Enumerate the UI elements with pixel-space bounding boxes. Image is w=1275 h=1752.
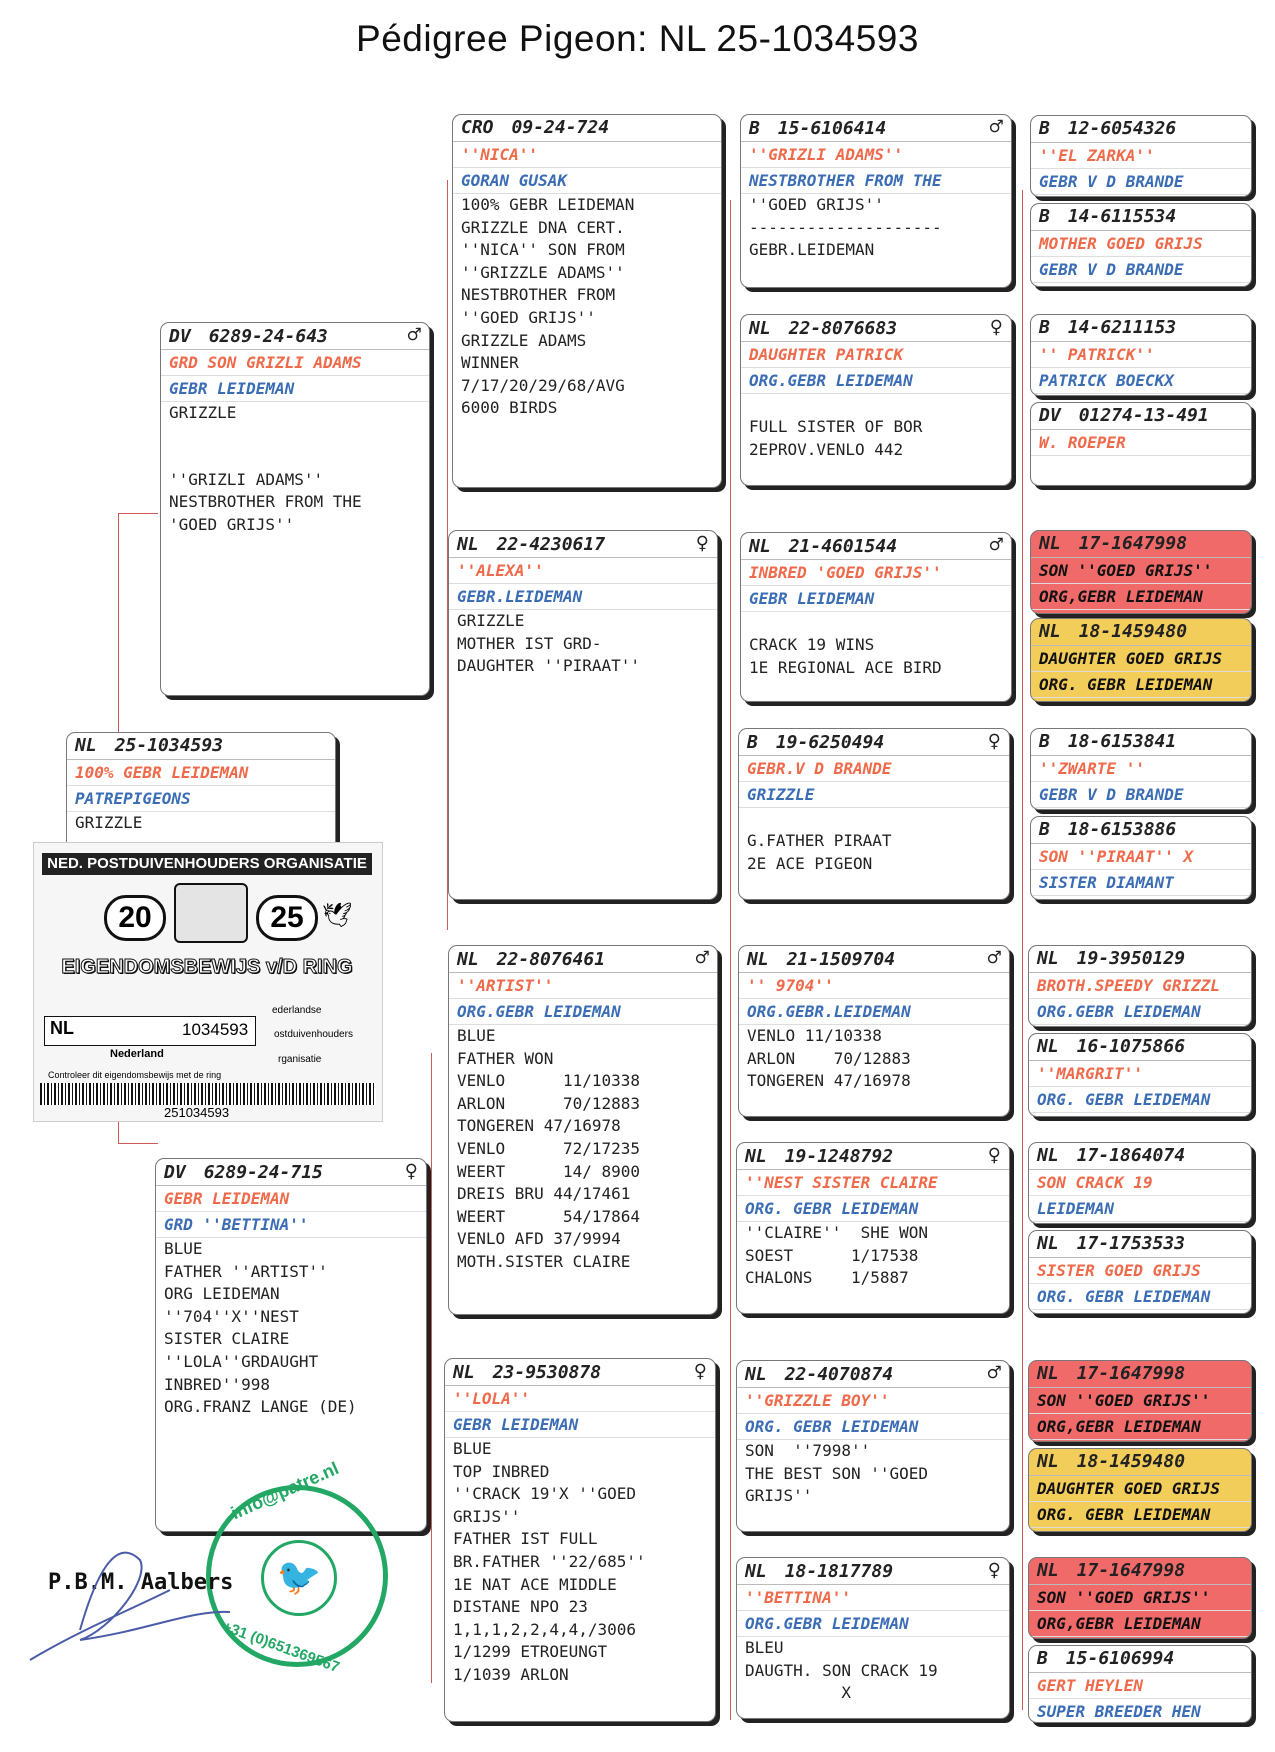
- card-line-2: SISTER DIAMANT: [1031, 870, 1251, 896]
- ring-number: 19-3950129: [1076, 948, 1186, 969]
- card-line-2: GEBR V D BRANDE: [1031, 169, 1251, 195]
- card-line-1: SON ''GOED GRIJS'': [1031, 558, 1251, 584]
- card-text: VENLO 11/10338: [457, 1071, 641, 1091]
- ring-number: 17-1647998: [1076, 1363, 1186, 1384]
- card-text: ''GOED GRIJS'': [461, 307, 596, 327]
- year-right: 25: [256, 895, 318, 941]
- card-text: ''GRIZLI ADAMS'': [169, 469, 324, 489]
- country-code: NL: [1039, 621, 1061, 642]
- card-grandsire-2: [448, 945, 718, 1315]
- connector: [730, 200, 731, 1720]
- card-line-1: GEBR.V D BRANDE: [739, 756, 1009, 782]
- country-code: NL: [457, 949, 479, 970]
- card-text: THE BEST SON ''GOED: [745, 1463, 929, 1483]
- card-text: 7/17/20/29/68/AVG: [461, 375, 625, 395]
- barcode: [40, 1083, 376, 1105]
- ring-number: 17-1753533: [1076, 1233, 1186, 1254]
- card-gggp-15: [1028, 1557, 1252, 1639]
- country-code: NL: [453, 1362, 475, 1383]
- card-line-1: ''ALEXA'': [449, 558, 717, 584]
- male-symbol-icon: ♂: [695, 946, 709, 971]
- card-line-2: ORG.GEBR.LEIDEMAN: [739, 999, 1009, 1025]
- card-text: [161, 447, 429, 469]
- country-code: DV: [1039, 405, 1061, 426]
- ring-number: 17-1647998: [1076, 1560, 1186, 1581]
- female-symbol-icon: ♀: [987, 729, 1001, 754]
- ring-number: 21-1509704: [786, 949, 896, 970]
- card-text: MOTH.SISTER CLAIRE: [457, 1251, 631, 1271]
- card-text: ''GRIZZLE ADAMS'': [461, 262, 625, 282]
- card-line-2: ORG.GEBR LEIDEMAN: [741, 368, 1011, 394]
- card-line-1: SON ''GOED GRIJS'': [1029, 1388, 1251, 1414]
- card-text: ''LOLA''GRDAUGHT: [164, 1351, 319, 1371]
- country-code: NL: [747, 949, 769, 970]
- card-line-1: '' PATRICK'': [1031, 342, 1251, 368]
- card-line-2: ORG. GEBR LEIDEMAN: [1029, 1087, 1251, 1113]
- card-text: [739, 808, 1009, 830]
- card-line-1: 100% GEBR LEIDEMAN: [67, 760, 335, 786]
- seal-phone: +31 (0)651369567: [220, 1618, 342, 1677]
- card-sire: [160, 322, 430, 696]
- ring-number: 22-4230617: [496, 534, 606, 555]
- card-text: GRIZZLE: [457, 611, 525, 630]
- card-text: CHALONS 1/5887: [745, 1268, 909, 1288]
- country-code: B: [1039, 819, 1050, 840]
- card-text: [741, 394, 1011, 416]
- country-code: NL: [745, 1146, 767, 1167]
- card-gggp-8: [1030, 816, 1252, 900]
- card-line-2: NESTBROTHER FROM THE: [741, 168, 1011, 194]
- card-gggp-11: [1028, 1142, 1252, 1224]
- card-text: 1/1299 ETROEUNGT: [453, 1642, 608, 1662]
- country-code: NL: [1037, 1451, 1059, 1472]
- card-line-3: ORG. GEBR LEIDEMAN: [1029, 1502, 1251, 1528]
- npo-line-2: ostduivenhouders: [274, 1029, 353, 1040]
- card-text: MOTHER IST GRD-: [457, 633, 602, 653]
- card-line-2: GEBR LEIDEMAN: [445, 1412, 715, 1438]
- card-text: BR.FATHER ''22/685'': [453, 1551, 646, 1571]
- card-text: 2E ACE PIGEON: [747, 853, 873, 873]
- year-left: 20: [104, 895, 166, 941]
- card-text: WEERT 54/17864: [457, 1206, 641, 1226]
- ring-number: 01274-13-491: [1078, 405, 1209, 426]
- card-text: DAUGHTER ''PIRAAT'': [457, 656, 641, 676]
- card-line-1: MOTHER GOED GRIJS: [1031, 231, 1251, 257]
- card-text: WINNER: [461, 353, 519, 373]
- card-line-2: ORG.GEBR LEIDEMAN: [737, 1611, 1009, 1637]
- card-text: X: [745, 1683, 851, 1703]
- card-line-2: GORAN GUSAK: [453, 168, 721, 194]
- ring-number: 15-6106994: [1065, 1648, 1175, 1669]
- card-text: ''CRACK 19'X ''GOED: [453, 1484, 637, 1504]
- card-text: WEERT 14/ 8900: [457, 1161, 641, 1181]
- country-code: DV: [164, 1162, 186, 1183]
- card-line-2: GRIZZLE: [739, 782, 1009, 808]
- card-text: TONGEREN 47/16978: [457, 1116, 621, 1136]
- card-text: SOEST 1/17538: [745, 1245, 919, 1265]
- card-line-1: DAUGHTER GOED GRIJS: [1031, 646, 1251, 672]
- male-symbol-icon: ♂: [989, 115, 1003, 140]
- card-line-2: GEBR LEIDEMAN: [161, 376, 429, 402]
- card-line-1: SON ''GOED GRIJS'': [1029, 1585, 1251, 1611]
- card-line-2: PATRICK BOECKX: [1031, 368, 1251, 394]
- card-text: ''704''X''NEST: [164, 1306, 299, 1326]
- card-line-1: ''GRIZZLE BOY'': [737, 1388, 1009, 1414]
- country-code: B: [1039, 118, 1050, 139]
- card-line-2: GEBR V D BRANDE: [1031, 257, 1251, 283]
- ring-number: 19-6250494: [775, 732, 885, 753]
- female-symbol-icon: ♀: [693, 1359, 707, 1384]
- card-subject: [66, 732, 336, 854]
- country-code: NL: [745, 1364, 767, 1385]
- card-text: --------------------: [749, 217, 942, 237]
- card-text: ORG.FRANZ LANGE (DE): [164, 1397, 357, 1417]
- card-line-2: ORG.GEBR LEIDEMAN: [449, 999, 717, 1025]
- card-text: ORG LEIDEMAN: [164, 1284, 280, 1304]
- ring-number: 22-8076461: [496, 949, 606, 970]
- card-gggp-6: [1030, 618, 1252, 702]
- card-text: [741, 612, 1011, 634]
- card-line-2: GRD ''BETTINA'': [156, 1212, 426, 1238]
- page-title: Pédigree Pigeon: NL 25-1034593: [356, 18, 919, 59]
- card-line-1: ''MARGRIT'': [1029, 1061, 1251, 1087]
- card-line-1: W. ROEPER: [1031, 430, 1251, 456]
- card-gggp-1: [1030, 115, 1252, 197]
- card-line-1: DAUGHTER GOED GRIJS: [1029, 1476, 1251, 1502]
- ring-number: 22-4070874: [784, 1364, 894, 1385]
- card-line-2: SUPER BREEDER HEN: [1029, 1699, 1251, 1723]
- card-line-2: GEBR.LEIDEMAN: [449, 584, 717, 610]
- connector: [1022, 190, 1023, 1710]
- card-text: TOP INBRED: [453, 1461, 550, 1481]
- card-text: 1E NAT ACE MIDDLE: [453, 1574, 617, 1594]
- country-code: NL: [745, 1561, 767, 1582]
- card-text: TONGEREN 47/16978: [747, 1071, 911, 1091]
- card-line-2: ORG. GEBR LEIDEMAN: [737, 1196, 1009, 1222]
- card-text: FULL SISTER OF BOR: [749, 417, 923, 436]
- card-ggp-4: [738, 728, 1010, 900]
- card-text: SON ''7998'': [745, 1441, 871, 1460]
- female-symbol-icon: ♀: [989, 315, 1003, 340]
- male-symbol-icon: ♂: [987, 946, 1001, 971]
- female-symbol-icon: ♀: [987, 1558, 1001, 1583]
- npo-line-1: ederlandse: [272, 1005, 322, 1016]
- card-text: DISTANE NPO 23: [453, 1597, 588, 1617]
- card-line-2: PATREPIGEONS: [67, 786, 335, 812]
- card-text: 6000 BIRDS: [461, 398, 558, 418]
- npo-line-3: rganisatie: [278, 1054, 322, 1065]
- card-line-1: GERT HEYLEN: [1029, 1673, 1251, 1699]
- card-text: GRIZZLE ADAMS: [461, 330, 587, 350]
- card-ggp-3: [740, 532, 1012, 702]
- card-gggp-9: [1028, 945, 1252, 1027]
- card-text: BLUE: [164, 1239, 203, 1258]
- barcode-number: 251034593: [164, 1105, 230, 1120]
- card-line-1: GEBR LEIDEMAN: [156, 1186, 426, 1212]
- country-code: NL: [1039, 533, 1061, 554]
- country-code: B: [747, 732, 758, 753]
- certificate-banner: EIGENDOMSBEWIJS v/D RING: [61, 956, 353, 978]
- card-text: DAUGTH. SON CRACK 19: [745, 1660, 938, 1680]
- card-text: GRIZZLE: [169, 403, 237, 422]
- country-code: NL: [1037, 1233, 1059, 1254]
- card-text: GRIJS'': [745, 1486, 813, 1506]
- card-granddam-2: [444, 1358, 716, 1722]
- certificate-country: Nederland: [110, 1048, 164, 1060]
- card-line-2: GEBR LEIDEMAN: [741, 586, 1011, 612]
- ring-number: 21-4601544: [788, 536, 898, 557]
- card-text: CRACK 19 WINS: [749, 635, 875, 654]
- country-code: B: [1039, 206, 1050, 227]
- card-text: ''NICA'' SON FROM: [461, 240, 625, 260]
- card-text: GEBR.LEIDEMAN: [749, 240, 875, 260]
- ring-number: 6289-24-715: [203, 1162, 323, 1183]
- male-symbol-icon: ♂: [989, 533, 1003, 558]
- card-text: 2EPROV.VENLO 442: [749, 439, 904, 459]
- card-line-2: GEBR V D BRANDE: [1031, 782, 1251, 808]
- ownership-certificate: [33, 842, 383, 1122]
- card-ggp-6: [736, 1142, 1010, 1314]
- card-ggp-5: [738, 945, 1010, 1117]
- connector: [431, 1053, 432, 1683]
- card-ggp-1: [740, 114, 1012, 288]
- card-text: NESTBROTHER FROM THE: [169, 492, 362, 512]
- card-line-1: INBRED 'GOED GRIJS'': [741, 560, 1011, 586]
- card-line-2: ORG. GEBR LEIDEMAN: [1029, 1284, 1251, 1310]
- ring-number: 23-9530878: [492, 1362, 602, 1383]
- ring-number: 18-1459480: [1078, 621, 1188, 642]
- card-text: [161, 425, 429, 447]
- card-line-1: ''ARTIST'': [449, 973, 717, 999]
- country-code: NL: [457, 534, 479, 555]
- card-line-1: SON CRACK 19: [1029, 1170, 1251, 1196]
- card-text: G.FATHER PIRAAT: [747, 831, 892, 850]
- country-code: CRO: [461, 117, 494, 138]
- card-line-3: ORG,GEBR LEIDEMAN: [1029, 1414, 1251, 1440]
- card-gggp-7: [1030, 728, 1252, 810]
- card-gggp-5: [1030, 530, 1252, 614]
- card-line-3: ORG,GEBR LEIDEMAN: [1031, 584, 1251, 610]
- card-text: GRIZZLE DNA CERT.: [461, 217, 625, 237]
- card-text: SISTER CLAIRE: [164, 1329, 290, 1349]
- female-symbol-icon: ♀: [987, 1143, 1001, 1168]
- ring-number: 25-1034593: [114, 735, 224, 756]
- ring-number: 12-6054326: [1067, 118, 1177, 139]
- card-ggp-2: [740, 314, 1012, 486]
- card-text: ''GOED GRIJS'': [749, 195, 884, 214]
- card-gggp-13: [1028, 1360, 1252, 1442]
- ring-country: NL: [50, 1018, 74, 1038]
- card-line-3: ORG. GEBR LEIDEMAN: [1031, 672, 1251, 698]
- ring-number: 16-1075866: [1076, 1036, 1186, 1057]
- card-line-1: SON ''PIRAAT'' X: [1031, 844, 1251, 870]
- card-gggp-16: [1028, 1645, 1252, 1723]
- ring-number: 17-1864074: [1076, 1145, 1186, 1166]
- card-gggp-12: [1028, 1230, 1252, 1314]
- card-granddam-1: [448, 530, 718, 900]
- country-code: NL: [1037, 1560, 1059, 1581]
- card-text: NESTBROTHER FROM: [461, 285, 616, 305]
- card-text: VENLO 72/17235: [457, 1138, 641, 1158]
- card-text: 1/1039 ARLON: [453, 1664, 569, 1684]
- card-text: VENLO 11/10338: [747, 1026, 882, 1045]
- male-symbol-icon: ♂: [407, 323, 421, 348]
- card-text: 1,1,1,2,2,4,4,/3006: [453, 1619, 637, 1639]
- ring-number: 14-6115534: [1067, 206, 1177, 227]
- country-code: NL: [749, 318, 771, 339]
- card-line-1: ''NEST SISTER CLAIRE: [737, 1170, 1009, 1196]
- card-line-3: ORG,GEBR LEIDEMAN: [1029, 1611, 1251, 1637]
- pigeon-icon: 🐦: [261, 1540, 337, 1616]
- coat-of-arms-icon: [174, 883, 248, 943]
- ring-number: 18-1459480: [1076, 1451, 1186, 1472]
- card-gggp-4: [1030, 402, 1252, 486]
- connector: [118, 1143, 158, 1144]
- card-text: GRIZZLE: [75, 813, 143, 832]
- ring-id: 1034593: [182, 1020, 249, 1039]
- country-code: NL: [1037, 1363, 1059, 1384]
- ring-number: 18-6153841: [1067, 731, 1177, 752]
- card-line-1: ''GRIZLI ADAMS'': [741, 142, 1011, 168]
- card-text: VENLO AFD 37/9994: [457, 1229, 621, 1249]
- card-text: FATHER WON: [457, 1048, 554, 1068]
- connector: [118, 513, 158, 514]
- card-text: ARLON 70/12883: [457, 1093, 641, 1113]
- card-line-1: '' 9704'': [739, 973, 1009, 999]
- signature-name: P.B.M. Aalbers: [48, 1570, 234, 1595]
- certificate-org: NED. POSTDUIVENHOUDERS ORGANISATIE: [42, 853, 372, 875]
- ring-number: 22-8076683: [788, 318, 898, 339]
- country-code: NL: [1037, 1145, 1059, 1166]
- card-text: BLUE: [457, 1026, 496, 1045]
- card-line-1: DAUGHTER PATRICK: [741, 342, 1011, 368]
- ring-number: 15-6106414: [777, 118, 887, 139]
- card-text: ARLON 70/12883: [747, 1048, 911, 1068]
- seal-email: info@patre.nl: [228, 1457, 342, 1524]
- female-symbol-icon: ♀: [404, 1159, 418, 1184]
- card-gggp-2: [1030, 203, 1252, 287]
- male-symbol-icon: ♂: [987, 1361, 1001, 1386]
- card-line-1: ''NICA'': [453, 142, 721, 168]
- country-code: NL: [1037, 1036, 1059, 1057]
- card-line-1: ''LOLA'': [445, 1386, 715, 1412]
- country-code: B: [749, 118, 760, 139]
- card-ggp-7: [736, 1360, 1010, 1532]
- ring-number: 6289-24-643: [208, 326, 328, 347]
- country-code: B: [1039, 731, 1050, 752]
- country-code: NL: [75, 735, 97, 756]
- card-text: INBRED''998: [164, 1374, 270, 1394]
- ring-number: 17-1647998: [1078, 533, 1188, 554]
- card-gggp-3: [1030, 314, 1252, 396]
- card-text: GRIJS'': [453, 1506, 521, 1526]
- card-ggp-8: [736, 1557, 1010, 1719]
- ring-number: 18-1817789: [784, 1561, 894, 1582]
- card-line-1: BROTH.SPEEDY GRIZZL: [1029, 973, 1251, 999]
- card-text: BLUE: [453, 1439, 492, 1458]
- card-text: 1E REGIONAL ACE BIRD: [749, 657, 942, 677]
- country-code: NL: [1037, 948, 1059, 969]
- card-text: DREIS BRU 44/17461: [457, 1184, 631, 1204]
- country-code: B: [1037, 1648, 1048, 1669]
- card-grandsire-1: [452, 114, 722, 488]
- card-line-1: SISTER GOED GRIJS: [1029, 1258, 1251, 1284]
- card-line-2: LEIDEMAN: [1029, 1196, 1251, 1222]
- dove-icon: 🕊: [322, 901, 353, 929]
- card-text: ''CLAIRE'' SHE WON: [745, 1223, 929, 1242]
- ring-number: 19-1248792: [784, 1146, 894, 1167]
- female-symbol-icon: ♀: [695, 531, 709, 556]
- country-code: B: [1039, 317, 1050, 338]
- card-line-2: ORG. GEBR LEIDEMAN: [737, 1414, 1009, 1440]
- card-gggp-10: [1028, 1033, 1252, 1117]
- card-text: FATHER IST FULL: [453, 1529, 598, 1549]
- card-line-2: ORG.GEBR LEIDEMAN: [1029, 999, 1251, 1025]
- ring-number: 09-24-724: [511, 117, 610, 138]
- country-code: DV: [169, 326, 191, 347]
- card-line-1: ''ZWARTE '': [1031, 756, 1251, 782]
- certificate-note: Controleer dit eigendomsbewijs met de ring: [48, 1070, 222, 1080]
- card-text: BLEU: [745, 1638, 784, 1657]
- ring-number: 14-6211153: [1067, 317, 1177, 338]
- card-text: 'GOED GRIJS'': [169, 514, 295, 534]
- card-text: FATHER ''ARTIST'': [164, 1261, 328, 1281]
- card-text: 100% GEBR LEIDEMAN: [461, 195, 635, 214]
- card-line-1: GRD SON GRIZLI ADAMS: [161, 350, 429, 376]
- signature-scribble: [20, 1520, 240, 1670]
- country-code: NL: [749, 536, 771, 557]
- ring-number: 18-6153886: [1067, 819, 1177, 840]
- card-line-1: ''EL ZARKA'': [1031, 143, 1251, 169]
- card-line-1: ''BETTINA'': [737, 1585, 1009, 1611]
- card-gggp-14: [1028, 1448, 1252, 1532]
